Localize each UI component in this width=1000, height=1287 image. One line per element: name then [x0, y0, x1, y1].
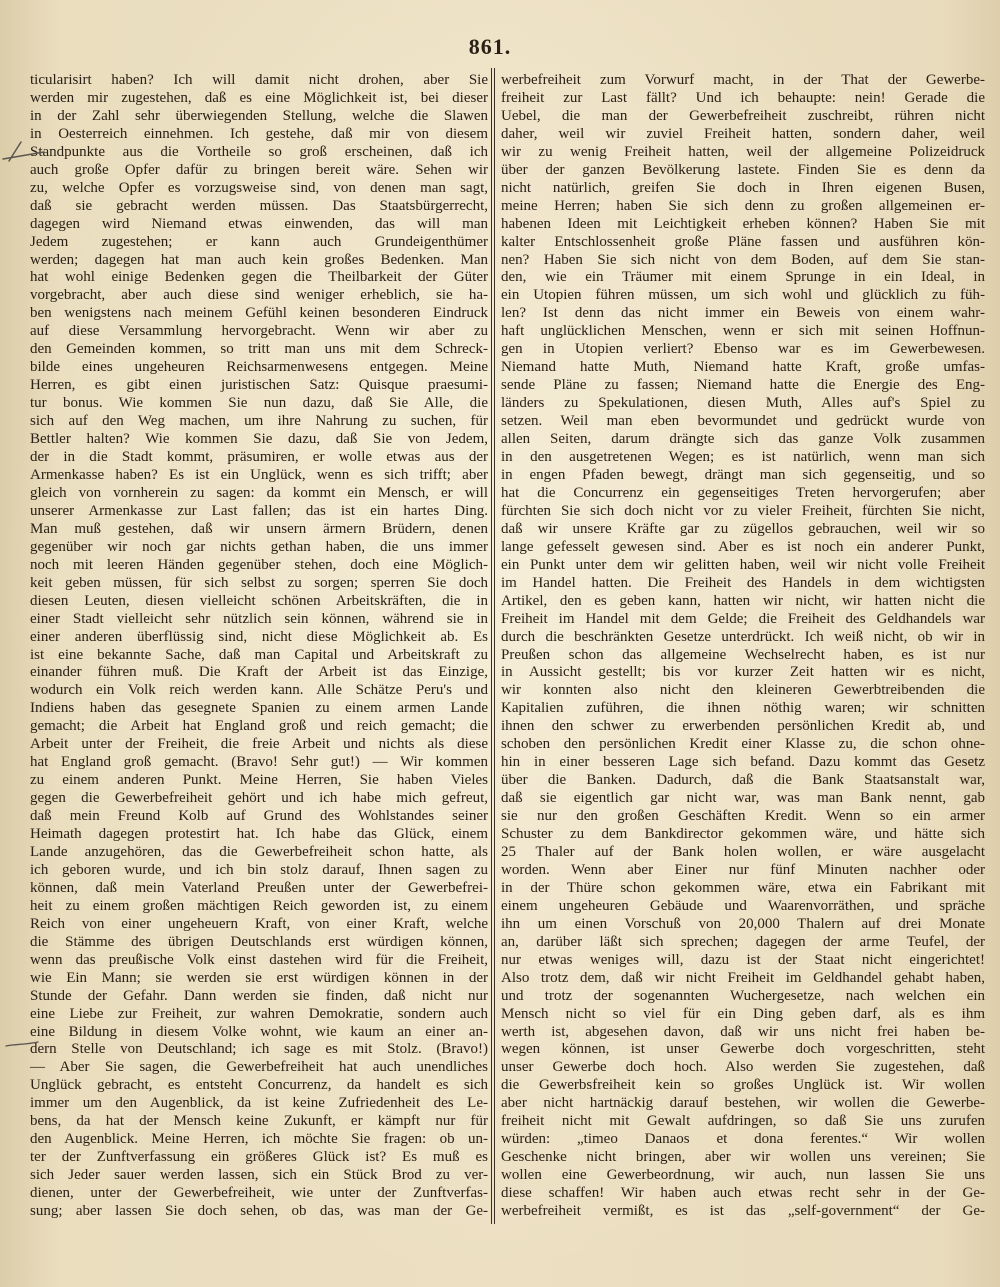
text-line: meine Herren; haben Sie sich denn zu großen allgemeinen er- — [501, 197, 985, 214]
text-line: ter der Zunftverfassung ein größeres Glück ist? Es muß es — [30, 1149, 488, 1166]
text-line: einem ungeheuren Gebäude und Waarenvorräthen, und spräche — [501, 897, 985, 914]
text-line: durch die beschränkten Gesetze unterdrückt. Ich weiß nicht, ob wir in — [501, 628, 985, 645]
text-line: unser Gewerbe doch hoch. Also werden Sie zugestehen, daß — [501, 1059, 985, 1076]
text-line: dienen, unter der Gewerbefreiheit, wie unter der Zunftverfas- — [30, 1185, 488, 1202]
text-line: daß mein Freund Kolb auf Grund des Wohlstandes seiner — [30, 808, 488, 825]
text-line: schoben den persönlichen Kredit einer Klasse zu, die schon ohne- — [501, 736, 985, 753]
text-line: Preußen schon das allgemeine Wechselrecht haben, es ist nur — [501, 646, 985, 663]
text-line: hat wohl einige Bedenken gegen die Theilbarkeit der Güter — [30, 269, 488, 286]
text-line: hat die Concurrenz ein gegenseitiges Treten hervorgerufen; aber — [501, 484, 985, 501]
text-line: bens, da hat der Mensch keine Zukunft, er kämpft nur für — [30, 1113, 488, 1130]
text-line: einer anderen überflüssig sind, nicht diese Möglichkeit ab. Es — [30, 628, 488, 645]
text-line: werbefreiheit zum Vorwurf macht, in der That der Gewerbe- — [501, 72, 985, 88]
text-line: unserer Armenkasse zur Last fallen; das ist ein hartes Ding. — [30, 502, 488, 519]
text-line: sie nur den großen Geschäften Kredit. Wenn so ein armer — [501, 808, 985, 825]
text-line: ein Punkt unter dem wir gelitten haben, weil wir nicht volle Freiheit — [501, 556, 985, 573]
text-line: Mensch nicht so viel für ein Ding geben darf, als es ihm — [501, 1005, 985, 1022]
text-line: ihnen den schwer zu erwerbenden persönlichen Kredit ab, und — [501, 718, 985, 735]
text-line: Heimath dagegen protestirt hat. Ich habe das Glück, einem — [30, 826, 488, 843]
text-line: werden; dagegen hat man auch kein großes Bedenken. Man — [30, 251, 488, 268]
text-line: die Stämme des übrigen Deutschlands erst würdigen können, — [30, 933, 488, 950]
text-line: sich auf den Weg machen, um ihre Nahrung zu suchen, für — [30, 413, 488, 430]
text-line: in der Thüre schon gekommen wäre, etwa ein Fabrikant mit — [501, 879, 985, 896]
text-line: hin in einer besseren Lage sich befand. Dazu kommt das Gesetz — [501, 754, 985, 771]
right-column — [501, 72, 985, 1221]
text-line: Also trotz dem, daß wir nicht Freiheit im Geldhandel gehabt haben, — [501, 969, 985, 986]
text-line: — Aber Sie sagen, die Gewerbefreiheit hat auch unendliches — [30, 1059, 488, 1076]
text-line: immer um den Augenblick, da ist keine Zufriedenheit des Le- — [30, 1095, 488, 1112]
text-line: lange gefesselt gewesen sind. Aber es ist noch ein anderer Punkt, — [501, 538, 985, 555]
text-line: ticularisirt haben? Ich will damit nicht drohen, aber Sie — [30, 72, 488, 88]
text-line: wollen eine Gewerbeordnung, wir auch, nun lassen Sie uns — [501, 1167, 985, 1184]
column-divider — [491, 68, 492, 1224]
text-line: gen in Utopien verliert? Ebenso war es im Gewerbewesen. — [501, 341, 985, 358]
text-line: diese schaffen! Wir haben auch etwas recht sehr in der Ge- — [501, 1185, 985, 1202]
text-line: kalter Entschlossenheit große Pläne fassen und ausführen kön- — [501, 233, 985, 250]
text-line: sich Jeder sauer werden lassen, sich ein Stück Brod zu ver- — [30, 1167, 488, 1184]
pencil-annotation — [0, 136, 52, 168]
text-line: den Gemeinden kommen, so tritt man uns mit dem Schreck- — [30, 341, 488, 358]
text-line: aber nicht hartnäckig darauf bestehen, wir wollen die Gewerbe- — [501, 1095, 985, 1112]
text-line: wie Ein Mann; sie werden sie erst würdigen können in der — [30, 969, 488, 986]
text-line: Unglück gebracht, es entsteht Concurrenz, da handelt es sich — [30, 1077, 488, 1094]
text-line: Artikel, den es geben kann, hatten wir nicht, wir hatten nicht die — [501, 592, 985, 609]
text-line: Arbeit unter der Freiheit, die freie Arbeit und nichts als diese — [30, 736, 488, 753]
text-line: Bettler halten? Wie kommen Sie dazu, daß Sie von Jedem, — [30, 431, 488, 448]
text-line: Geschenke nicht bringen, aber wir wollen uns vereinen; Sie — [501, 1149, 985, 1166]
text-line: zu einem anderen Punkt. Meine Herren, Sie haben Vieles — [30, 772, 488, 789]
left-column — [30, 72, 488, 1221]
text-line: vorgebracht, aber auch diese sind weniger erheblich, sie ha- — [30, 287, 488, 304]
text-line: werden mir zugestehen, daß es eine Möglichkeit ist, bei dieser — [30, 89, 488, 106]
text-line: setzen. Weil man eben bevormundet und gedrückt wurde von — [501, 413, 985, 430]
text-line: Lande anzugehören, das die Gewerbefreiheit schon hatte, als — [30, 843, 488, 860]
text-line: ist eine bekannte Sache, daß man Capital und Arbeitskraft zu — [30, 646, 488, 663]
text-line: im Handel hatten. Die Freiheit des Handels in dem wichtigsten — [501, 574, 985, 591]
text-line: nicht natürlich, greifen Sie doch in Ihren eigenen Busen, — [501, 179, 985, 196]
text-line: nen? Haben Sie sich nicht von dem Boden, auf dem Sie stan- — [501, 251, 985, 268]
text-line: diesen Leuten, diesen vielleicht schönen Arbeitskräften, die in — [30, 592, 488, 609]
text-line: Stunde der Gefahr. Dann werden sie finden, daß nicht nur — [30, 987, 488, 1004]
pencil-annotation — [2, 1034, 46, 1054]
text-line: auch große Opfer dafür zu bringen bereit wäre. Sehen wir — [30, 161, 488, 178]
text-line: Herren, es gibt einen juristischen Satz: Quisque praesumi- — [30, 377, 488, 394]
text-line: Jedem zugestehen; er kann auch Grundeigenthümer — [30, 233, 488, 250]
text-line: nur etwas weniges will, dazu ist der Staat nicht eingerichtet! — [501, 951, 985, 968]
column-divider — [494, 68, 495, 1224]
text-line: würden: „timeo Danaos et dona ferentes.“ Wir wollen — [501, 1131, 985, 1148]
text-line: der in die Stadt kommt, präsumiren, er wolle etwas aus der — [30, 449, 488, 466]
text-line: über der ganzen Bevölkerung lastete. Finden Sie es denn da — [501, 161, 985, 178]
text-line: len? Ist denn das nicht immer ein Beweis von einem wahr- — [501, 305, 985, 322]
text-line: in engen Pfaden bewegt, drängt man sich gegenseitig, und so — [501, 466, 985, 483]
text-line: Reich von einer ungeheuern Kraft, von einer Kraft, welche — [30, 915, 488, 932]
text-line: heit zu einem großen mächtigen Reich geworden ist, zu einem — [30, 897, 488, 914]
text-line: ben wenigstens nach meinem Gefühl keinen besonderen Eindruck — [30, 305, 488, 322]
text-line: können, daß mein Vaterland Preußen unter der Gewerbefrei- — [30, 879, 488, 896]
text-line: in Aussicht gestellt; bis vor kurzer Zeit hatten wir es nicht, — [501, 664, 985, 681]
text-line: sung; aber lassen Sie doch sehen, ob das, was man der Ge- — [30, 1203, 488, 1220]
text-line: ihn um einen Vorschuß von 20,000 Thalern auf drei Monate — [501, 915, 985, 932]
text-line: wir konnten also nicht den kleineren Gewerbtreibenden die — [501, 682, 985, 699]
text-line: allen Seiten, darum drängte sich das ganze Volk zusammen — [501, 431, 985, 448]
page-number: 861. — [468, 34, 512, 59]
text-line: freiheit zur Last fällt? Und ich behaupte: nein! Gerade die — [501, 89, 985, 106]
text-line: Freiheit im Handel mit dem Gelde; die Freiheit des Geldhandels war — [501, 610, 985, 627]
text-line: den, wie ein Träumer mit einem Sprunge in ein Ideal, in — [501, 269, 985, 286]
text-line: Armenkasse haben? Es ist ein Unglück, wenn es sich trifft; aber — [30, 466, 488, 483]
text-line: Indiens haben das gesegnete Spanien zu einem armen Lande — [30, 700, 488, 717]
text-line: daß sie gebracht werden müssen. Das Staatsbürgerrecht, — [30, 197, 488, 214]
text-line: tur bonus. Wie kommen Sie nun dazu, daß Sie Alle, die — [30, 395, 488, 412]
text-line: sende Pläne zu fassen; Niemand hatte die Energie des Eng- — [501, 377, 985, 394]
text-line: in Oesterreich einnehmen. Ich gestehe, daß mir von diesem — [30, 125, 488, 142]
text-line: gemacht; die Arbeit hat England groß und reich gemacht; die — [30, 718, 488, 735]
text-line: wir zu wenig Freiheit hatten, weil der allgemeine Polizeidruck — [501, 143, 985, 160]
text-line: keit geben müssen, für sich selbst zu sorgen; sperren Sie doch — [30, 574, 488, 591]
text-line: über die Banken. Dadurch, daß die Bank Staatsanstalt war, — [501, 772, 985, 789]
text-line: ich geboren wurde, und ich bin stolz darauf, Ihnen sagen zu — [30, 861, 488, 878]
text-line: an, darüber läßt sich sprechen; dagegen der arme Teufel, der — [501, 933, 985, 950]
text-line: Kapitalien zuführen, die ihnen nöthig waren; wir schnitten — [501, 700, 985, 717]
text-line: den Augenblick. Meine Herren, ich möchte Sie fragen: ob un- — [30, 1131, 488, 1148]
text-line: eine Bildung in diesem Volke wohnt, wie kaum an einer an- — [30, 1023, 488, 1040]
text-line: daher, weil wir zuviel Freiheit hatten, sondern daher, weil — [501, 125, 985, 142]
text-line: und trotz der sogenannten Wuchergesetze, nach welchen ein — [501, 987, 985, 1004]
text-line: einer Stadt vielleicht sehr nützlich sein können, während sie in — [30, 610, 488, 627]
text-line: Man muß gestehen, daß wir unsern ärmern Brüdern, denen — [30, 520, 488, 537]
text-line: in den ausgetretenen Wegen; es ist natürlich, wenn man sich — [501, 449, 985, 466]
text-line: Schuster zu dem Bankdirector gekommen wäre, und hätte sich — [501, 826, 985, 843]
text-line: gegen die Gewerbefreiheit gehört und ich habe mich gefreut, — [30, 790, 488, 807]
text-line: worden. Wenn aber Einer nur fünf Minuten nachher oder — [501, 861, 985, 878]
text-line: fürchten Sie sich doch nicht vor zu vieler Freiheit, fürchten Sie nicht, — [501, 502, 985, 519]
text-line: daß wir unsere Kräfte gar zu zügellos gebrauchen, weil wir so — [501, 520, 985, 537]
text-line: daß sie eigentlich gar nicht war, was man Bank nennt, gab — [501, 790, 985, 807]
text-line: einander führen muß. Die Kraft der Arbeit ist das Einzige, — [30, 664, 488, 681]
text-line: haft unglücklichen Menschen, wenn er sich mit seinen Hoffnun- — [501, 323, 985, 340]
text-line: Niemand hatte Muth, Niemand hatte Kraft, große umfas- — [501, 359, 985, 376]
text-line: hat England groß gemacht. (Bravo! Sehr gut!) — Wir kommen — [30, 754, 488, 771]
text-line: werbefreiheit vermißt, es ist das „self-government“ der Ge- — [501, 1203, 985, 1220]
text-line: habenen Ideen mit Leichtigkeit erheben können? Haben Sie mit — [501, 215, 985, 232]
text-line: zu, welche Opfer es vorzugsweise sind, von denen man sagt, — [30, 179, 488, 196]
text-line: ein Utopien führen müssen, um sich wohl und glücklich zu füh- — [501, 287, 985, 304]
text-line: dern Stelle von Deutschland; ich sage es mit Stolz. (Bravo!) — [30, 1041, 488, 1058]
text-line: werth ist, abgesehen davon, daß wir uns nicht frei haben be- — [501, 1023, 985, 1040]
text-line: wegen können, ist unser Gewerbe doch vorgeschritten, steht — [501, 1041, 985, 1058]
text-line: die Gewerbsfreiheit kein so großes Unglück ist. Wir wollen — [501, 1077, 985, 1094]
text-line: gleich von vornherein zu sagen: da kommt ein Mensch, er will — [30, 484, 488, 501]
text-line: wodurch ein Volk reich werden kann. Alle Schätze Peru's und — [30, 682, 488, 699]
text-line: Standpunkte aus die Vortheile so groß erscheinen, daß ich — [30, 143, 488, 160]
text-line: Uebel, die man der Gewerbefreiheit zuschreibt, rühren nicht — [501, 107, 985, 124]
text-line: wenn das preußische Volk einst dastehen wird für die Freiheit, — [30, 951, 488, 968]
text-line: gegenüber wir noch gar nichts gethan haben, die uns immer — [30, 538, 488, 555]
text-line: bilde eines ungeheuren Reichsarmenwesens entgegen. Meine — [30, 359, 488, 376]
text-line: 25 Thaler auf der Bank holen wollen, er wäre ausgelacht — [501, 843, 985, 860]
text-line: länders zu Spekulationen, diesen Muth, Alles auf's Spiel zu — [501, 395, 985, 412]
text-line: dagegen wird Niemand etwas einwenden, das will man — [30, 215, 488, 232]
text-line: noch mit leeren Händen gegenüber stehen, doch eine Möglich- — [30, 556, 488, 573]
text-line: auf diese Versammlung hervorgebracht. Wenn wir aber zu — [30, 323, 488, 340]
text-line: in der Zahl sehr überwiegenden Stellung, welche die Slawen — [30, 107, 488, 124]
text-line: freiheit nicht mit Gewalt aufdringen, so daß Sie uns zurufen — [501, 1113, 985, 1130]
text-line: eine Liebe zur Freiheit, zur wahren Demokratie, sondern auch — [30, 1005, 488, 1022]
